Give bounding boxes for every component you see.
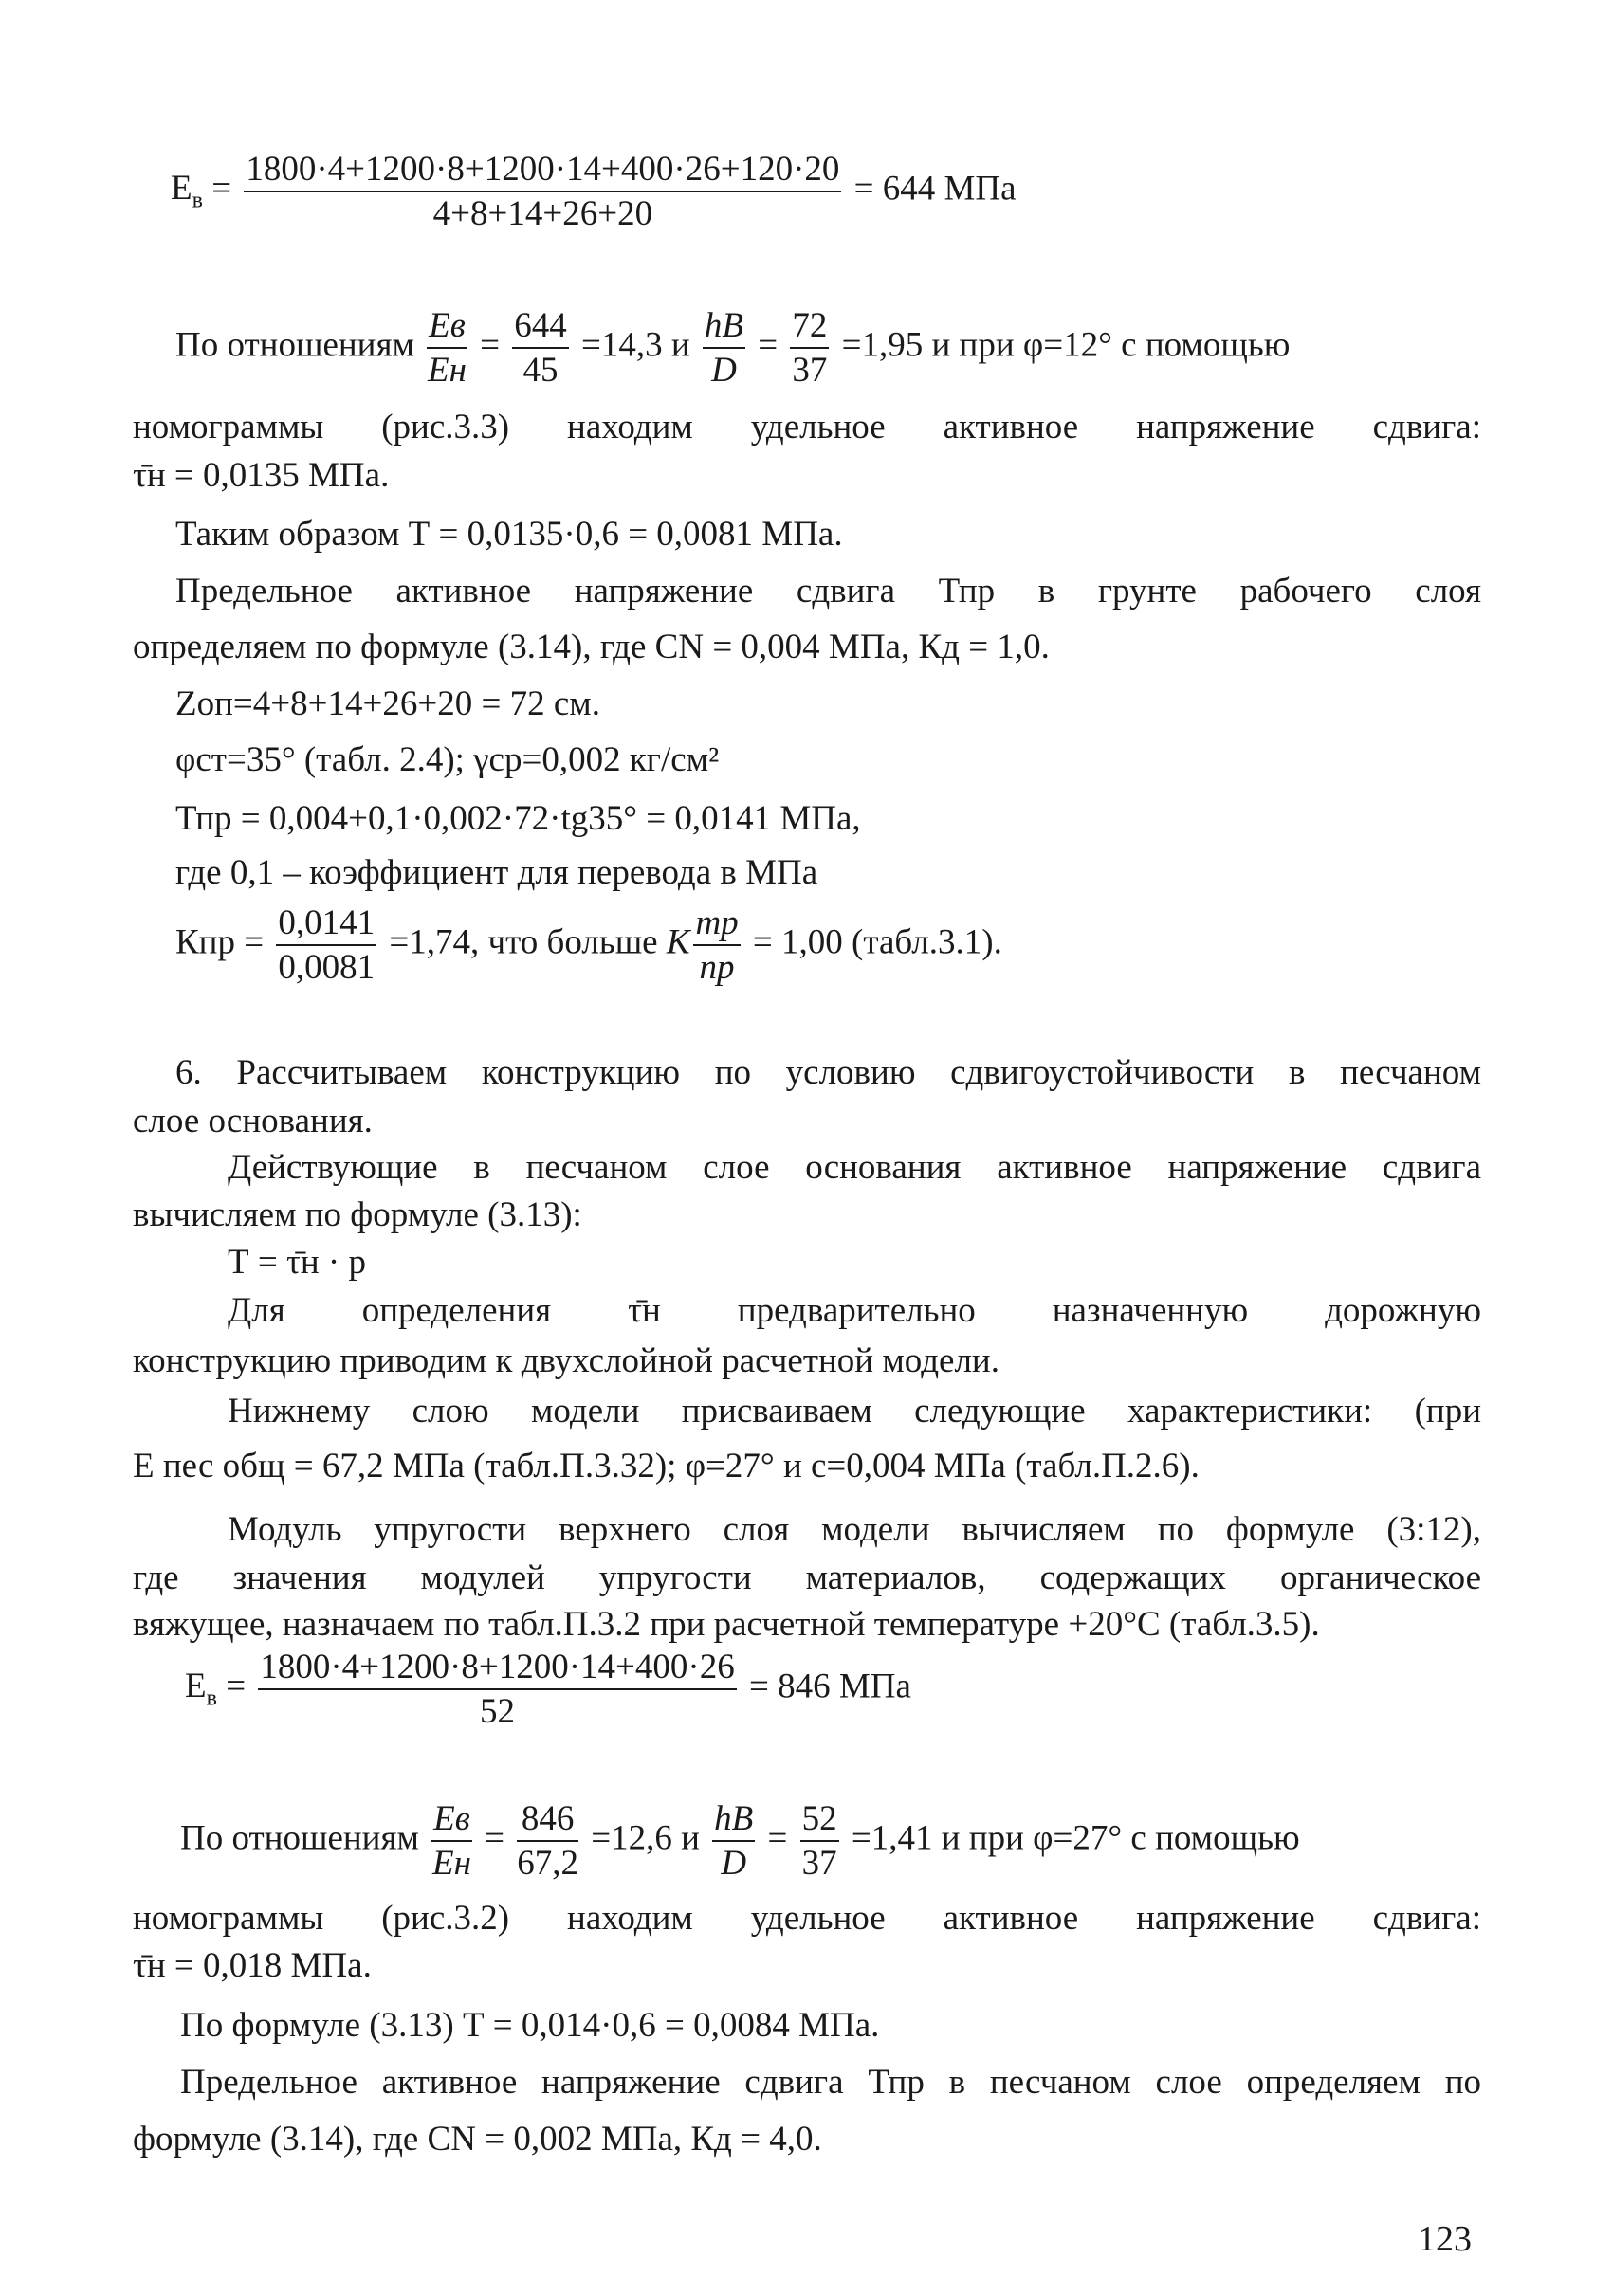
k-equation (175, 905, 1002, 985)
ratio2-frac-val: $\frac{846}{67,2}$ (517, 1799, 578, 1883)
section-6-l1: 6. Рассчитываем конструкцию по условию сдвигоустойчивости в песчаном (175, 1053, 1481, 1092)
para-modulus-l1: Модуль упругости верхнего слоя модели вычисляем по формуле (3:12), (228, 1510, 1481, 1549)
para-modulus-l2: где значения модулей упругости материалов, содержащих органическое (133, 1558, 1481, 1597)
para-phi: φст=35° (табл. 2.4); γср=0,002 кг/см² (175, 740, 720, 779)
tau-value-2: τ̄н = 0,018 МПа. (133, 1946, 372, 1985)
ratio-line-1: По отношениям $\frac{Eв}{Eн}$ = $\frac{644}{45}$ =14,3 и $\frac{hВ}{D}$ = $\frac{72}{37}$ =1,95 и при φ=12° с помощью (175, 306, 1291, 390)
para-limit-2-l1: Предельное активное напряжение сдвига Тпр в песчаном слое определяем по (180, 2063, 1481, 2102)
eq1-result: = 644 МПа (853, 169, 1017, 209)
eq2-lhs: $Е_в$ = (185, 1667, 247, 1711)
section-6-l2: слое основания. (133, 1102, 373, 1140)
para-zop: Zоп=4+8+14+26+20 = 72 см. (175, 684, 600, 723)
ratio2-value: =12,6 и (591, 1818, 700, 1858)
para-for-l1: Для определения τ̄н предварительно назначенную дорожную (228, 1291, 1481, 1330)
eq2-fraction (258, 1649, 736, 1729)
ratio1-suffix: =1,95 и при φ=12° с помощью (841, 325, 1291, 365)
para-lower-l1: Нижнему слою модели присваиваем следующие характеристики: (при (228, 1392, 1481, 1430)
eq1-lhs: $Е_в$ = (171, 169, 232, 213)
eq1-fraction (244, 152, 841, 231)
para-modulus-l3: вяжущее, назначаем по табл.П.3.2 при расчетной температуре +20°С (табл.3.5). (133, 1605, 1320, 1644)
k-suffix: = 1,00 (табл.3.1). (752, 922, 1002, 962)
para-nomogram-2: номограммы (рис.3.2) находим удельное активное напряжение сдвига: (133, 1899, 1481, 1938)
ratio2-prefix: По отношениям (180, 1818, 419, 1858)
eq1-denominator: 4+8+14+26+20 (432, 194, 653, 233)
ratio2-frac-e: $\frac{Eв}{Eн}$ (432, 1799, 471, 1883)
ratio1-frac-hval: $\frac{72}{37}$ (792, 306, 828, 390)
k-frac-tp: $\frac{тр}{пр}$ (695, 903, 739, 987)
eq1-numerator: 1800·4+1200·8+1200·14+400·26+120·20 (244, 152, 841, 192)
ratio1-frac-e: $\frac{Eв}{Eн}$ (428, 306, 467, 390)
page-number: 123 (1418, 2219, 1472, 2259)
ratio1-frac-val: $\frac{644}{45}$ (514, 306, 567, 390)
ratio1-frac-h: $\frac{hВ}{D}$ (704, 306, 743, 390)
ratio2-frac-h: $\frac{hВ}{D}$ (714, 1799, 754, 1883)
para-limit-1-l1: Предельное активное напряжение сдвига Тпр в грунте рабочего слоя (175, 572, 1481, 610)
para-lower-l2: Е пес общ = 67,2 МПа (табл.П.3.32); φ=27° и с=0,004 МПа (табл.П.2.6). (133, 1447, 1200, 1485)
para-for-l2: конструкцию приводим к двухслойной расчетной модели. (133, 1341, 999, 1380)
para-coef: где 0,1 – коэффициент для перевода в МПа (175, 853, 818, 892)
equation-ev-1 (171, 152, 1017, 231)
k-fraction: $\frac{0,0141}{0,0081}$ (278, 903, 376, 987)
eq2-result: = 846 МПа (748, 1667, 911, 1706)
k-symbol: К (666, 922, 690, 962)
eq2-denominator: 52 (480, 1692, 516, 1731)
ratio2-frac-hval: $\frac{52}{37}$ (801, 1799, 837, 1883)
formula-t: Т = τ̄н · р (228, 1243, 366, 1282)
para-formula-313: По формуле (3.13) Т = 0,014·0,6 = 0,0084 МПа. (180, 2006, 880, 2045)
eq2-numerator: 1800·4+1200·8+1200·14+400·26 (258, 1649, 736, 1690)
para-acting-l2: вычисляем по формуле (3.13): (133, 1195, 582, 1234)
para-nomogram-1: номограммы (рис.3.3) находим удельное активное напряжение сдвига: (133, 408, 1481, 446)
ratio2-suffix: =1,41 и при φ=27° с помощью (851, 1818, 1300, 1858)
ratio-line-2: По отношениям $\frac{Eв}{Eн}$ = $\frac{846}{67,2}$ =12,6 и $\frac{hВ}{D}$ = $\frac{52}{37}$ =1,41 и при φ=27° с помощью (180, 1799, 1300, 1883)
equation-ev-2 (185, 1649, 911, 1729)
ratio1-prefix: По отношениям (175, 325, 414, 365)
k-lhs: Кпр = (175, 922, 265, 962)
k-mid: =1,74, что больше (389, 922, 658, 962)
tau-value-1: τ̄н = 0,0135 МПа. (133, 456, 390, 495)
para-limit-1-l2: определяем по формуле (3.14), где СN = 0,004 МПа, Кд = 1,0. (133, 628, 1050, 666)
para-tpr: Тпр = 0,004+0,1·0,002·72·tg35° = 0,0141 МПа, (175, 799, 861, 838)
para-limit-2-l2: формуле (3.14), где СN = 0,002 МПа, Кд = 4,0. (133, 2120, 822, 2159)
para-acting-l1: Действующие в песчаном слое основания активное напряжение сдвига (228, 1148, 1481, 1187)
ratio1-value: =14,3 и (580, 325, 690, 365)
para-thus: Таким образом Т = 0,0135·0,6 = 0,0081 МПа. (175, 515, 843, 554)
